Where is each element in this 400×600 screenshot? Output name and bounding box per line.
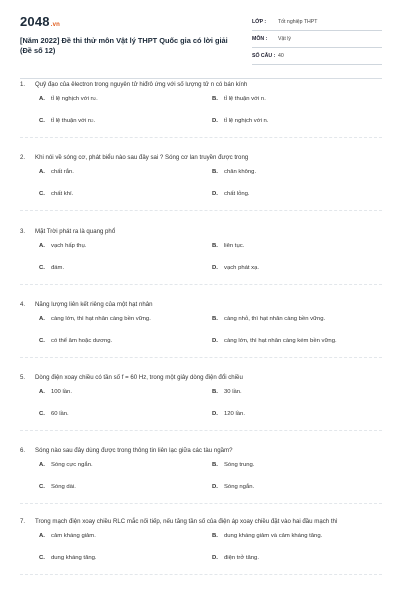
exam-title-line-2: (Đề số 12) xyxy=(20,45,56,55)
option-text: Sóng cực ngắn. xyxy=(51,462,93,469)
exam-title xyxy=(20,36,240,55)
meta-row-count xyxy=(252,48,382,65)
answer-option-b[interactable] xyxy=(212,462,254,468)
option-letter: C. xyxy=(39,118,45,125)
option-period: . xyxy=(96,96,98,103)
meta-value: 40 xyxy=(278,53,284,59)
option-letter: B. xyxy=(212,533,218,540)
option-text: 60 lần. xyxy=(51,411,69,418)
question-number: 5. xyxy=(20,374,26,381)
question-5 xyxy=(20,373,382,431)
answer-option-d[interactable] xyxy=(212,191,250,197)
exam-meta xyxy=(252,14,382,65)
answer-option-a[interactable] xyxy=(39,533,96,539)
option-text: càng lớn, thì hạt nhân càng bền vững. xyxy=(51,316,151,323)
answer-option-b[interactable] xyxy=(212,533,322,539)
answer-option-d[interactable] xyxy=(212,555,259,561)
meta-label: LỚP : xyxy=(252,19,267,25)
option-text: dung kháng giảm và cảm kháng tăng. xyxy=(224,533,323,540)
answer-option-a[interactable] xyxy=(39,96,98,102)
logo-text: 2048 xyxy=(20,14,50,29)
question-text: Trong mạch điện xoay chiều RLC mắc nối tiếp, nếu tăng tần số của điện áp xoay chiều đặt vào hai đầu mạch thì xyxy=(35,518,338,525)
option-exponent: 2 xyxy=(93,96,97,102)
question-number: 7. xyxy=(20,518,26,525)
option-letter: D. xyxy=(212,411,218,418)
question-stem xyxy=(20,80,382,89)
answer-option-a[interactable] xyxy=(39,243,86,249)
answer-option-c[interactable] xyxy=(39,484,76,490)
option-text: cảm kháng giảm. xyxy=(51,533,96,540)
answer-option-b[interactable] xyxy=(212,96,266,102)
option-letter: D. xyxy=(212,555,218,562)
option-text: càng nhỏ, thì hạt nhân càng bền vững. xyxy=(224,316,326,323)
option-letter: B. xyxy=(212,389,218,396)
question-number: 3. xyxy=(20,228,26,235)
answer-option-c[interactable] xyxy=(39,555,97,561)
question-text: Dòng điện xoay chiều có tần số f = 60 Hz, trong một giây dòng điện đổi chiều xyxy=(35,374,243,381)
option-letter: A. xyxy=(39,169,45,176)
answer-option-c[interactable] xyxy=(39,191,73,197)
option-letter: C. xyxy=(39,555,45,562)
question-3 xyxy=(20,227,382,285)
option-letter: B. xyxy=(212,169,218,176)
meta-label: SỐ CÂU : xyxy=(252,53,276,59)
option-letter: D. xyxy=(212,118,218,125)
option-text: 120 lần. xyxy=(224,411,245,418)
question-7 xyxy=(20,517,382,575)
question-stem xyxy=(20,153,382,162)
question-text: Mặt Trời phát ra là quang phổ xyxy=(35,228,116,235)
option-letter: B. xyxy=(212,316,218,323)
option-text: vạch phát xạ. xyxy=(224,265,260,272)
meta-label: MÔN : xyxy=(252,36,268,42)
option-text: tỉ lệ nghịch với n. xyxy=(224,118,269,125)
answer-options xyxy=(20,169,382,207)
answer-option-a[interactable] xyxy=(39,169,74,175)
answer-option-b[interactable] xyxy=(212,169,256,175)
option-letter: A. xyxy=(39,243,45,250)
option-text: liên tục. xyxy=(224,243,245,250)
option-text: Sóng dài. xyxy=(51,484,76,491)
answer-option-d[interactable] xyxy=(212,338,337,344)
option-text: càng lớn, thì hạt nhân càng kém bền vững. xyxy=(224,338,337,345)
question-separator xyxy=(20,284,382,285)
answer-option-a[interactable] xyxy=(39,462,93,468)
question-number: 1. xyxy=(20,81,26,88)
answer-option-d[interactable] xyxy=(212,484,254,490)
meta-row-subject xyxy=(252,31,382,48)
option-letter: D. xyxy=(212,191,218,198)
question-stem xyxy=(20,446,382,455)
option-text: chân không. xyxy=(224,169,257,176)
answer-options xyxy=(20,316,382,354)
question-stem xyxy=(20,300,382,309)
option-letter: C. xyxy=(39,484,45,491)
question-text: Khi nói về sóng cơ, phát biểu nào sau đây sai ? Sóng cơ lan truyền được trong xyxy=(35,154,249,161)
answer-option-b[interactable] xyxy=(212,316,325,322)
page-header xyxy=(20,14,382,70)
question-separator xyxy=(20,137,382,138)
option-letter: C. xyxy=(39,265,45,272)
option-text: Sóng ngắn. xyxy=(224,484,255,491)
answer-options xyxy=(20,389,382,427)
question-text: Sóng nào sau đây dùng được trong thông tin liên lạc giữa các tàu ngầm? xyxy=(35,447,233,454)
option-text: dung kháng tăng. xyxy=(51,555,97,562)
answer-option-a[interactable] xyxy=(39,389,72,395)
option-letter: D. xyxy=(212,484,218,491)
option-letter: A. xyxy=(39,316,45,323)
option-text: vạch hấp thụ. xyxy=(51,243,87,250)
answer-options xyxy=(20,96,382,134)
exam-title-line-1: [Năm 2022] Đề thi thử môn Vật lý THPT Quốc gia có lời giải xyxy=(20,36,228,45)
option-text: tỉ lệ thuận với n. xyxy=(224,96,266,103)
answer-option-d[interactable] xyxy=(212,118,268,124)
option-letter: A. xyxy=(39,96,45,103)
option-letter: D. xyxy=(212,265,218,272)
option-letter: B. xyxy=(212,96,218,103)
question-number: 4. xyxy=(20,301,26,308)
answer-option-c[interactable] xyxy=(39,118,95,124)
answer-options xyxy=(20,533,382,571)
question-separator xyxy=(20,357,382,358)
option-text: chất rắn. xyxy=(51,169,74,176)
answer-option-d[interactable] xyxy=(212,411,245,417)
header-divider xyxy=(20,78,382,79)
question-text: Năng lượng liên kết riêng của một hạt nhân xyxy=(35,301,153,308)
answer-option-b[interactable] xyxy=(212,389,242,395)
answer-options xyxy=(20,462,382,500)
answer-option-d[interactable] xyxy=(212,265,259,271)
meta-value: Tốt nghiệp THPT xyxy=(278,19,318,25)
meta-row-class xyxy=(252,14,382,31)
option-letter: B. xyxy=(212,462,218,469)
option-text: tỉ lệ nghịch với n xyxy=(51,96,94,103)
option-text: 30 lần. xyxy=(224,389,242,396)
question-stem xyxy=(20,227,382,236)
question-text: Quỹ đạo của êlectron trong nguyên tử hiđrô ứng với số lượng tử n có bán kính xyxy=(35,81,248,88)
option-text: đám. xyxy=(51,265,65,272)
question-number: 2. xyxy=(20,154,26,161)
option-letter: A. xyxy=(39,462,45,469)
question-separator xyxy=(20,210,382,211)
question-2 xyxy=(20,153,382,211)
option-text: điện trở tăng. xyxy=(224,555,259,562)
question-separator xyxy=(20,574,382,575)
answer-option-c[interactable] xyxy=(39,411,69,417)
answer-option-b[interactable] xyxy=(212,243,244,249)
option-exponent: 2 xyxy=(91,118,94,124)
meta-value: Vật lý xyxy=(278,36,291,42)
option-letter: C. xyxy=(39,411,45,418)
question-1 xyxy=(20,80,382,138)
option-period: . xyxy=(93,118,96,125)
option-letter: C. xyxy=(39,191,45,198)
question-separator xyxy=(20,503,382,504)
option-text: chất lỏng. xyxy=(224,191,250,198)
logo-suffix: .vn xyxy=(50,22,61,28)
question-6 xyxy=(20,446,382,504)
answer-option-a[interactable] xyxy=(39,316,151,322)
answer-options xyxy=(20,243,382,281)
question-number: 6. xyxy=(20,447,26,454)
option-text: 100 lần. xyxy=(51,389,72,396)
option-letter: B. xyxy=(212,243,218,250)
option-letter: A. xyxy=(39,389,45,396)
question-stem xyxy=(20,517,382,526)
option-text: chất khí. xyxy=(51,191,74,198)
answer-option-c[interactable] xyxy=(39,338,112,344)
site-logo[interactable] xyxy=(20,14,60,29)
answer-option-c[interactable] xyxy=(39,265,64,271)
question-4 xyxy=(20,300,382,358)
question-separator xyxy=(20,430,382,431)
option-letter: A. xyxy=(39,533,45,540)
option-letter: D. xyxy=(212,338,218,345)
option-text: tỉ lệ thuận với n xyxy=(51,118,92,125)
option-letter: C. xyxy=(39,338,45,345)
option-text: có thể âm hoặc dương. xyxy=(51,338,113,345)
option-text: Sóng trung. xyxy=(224,462,255,469)
question-stem xyxy=(20,373,382,382)
